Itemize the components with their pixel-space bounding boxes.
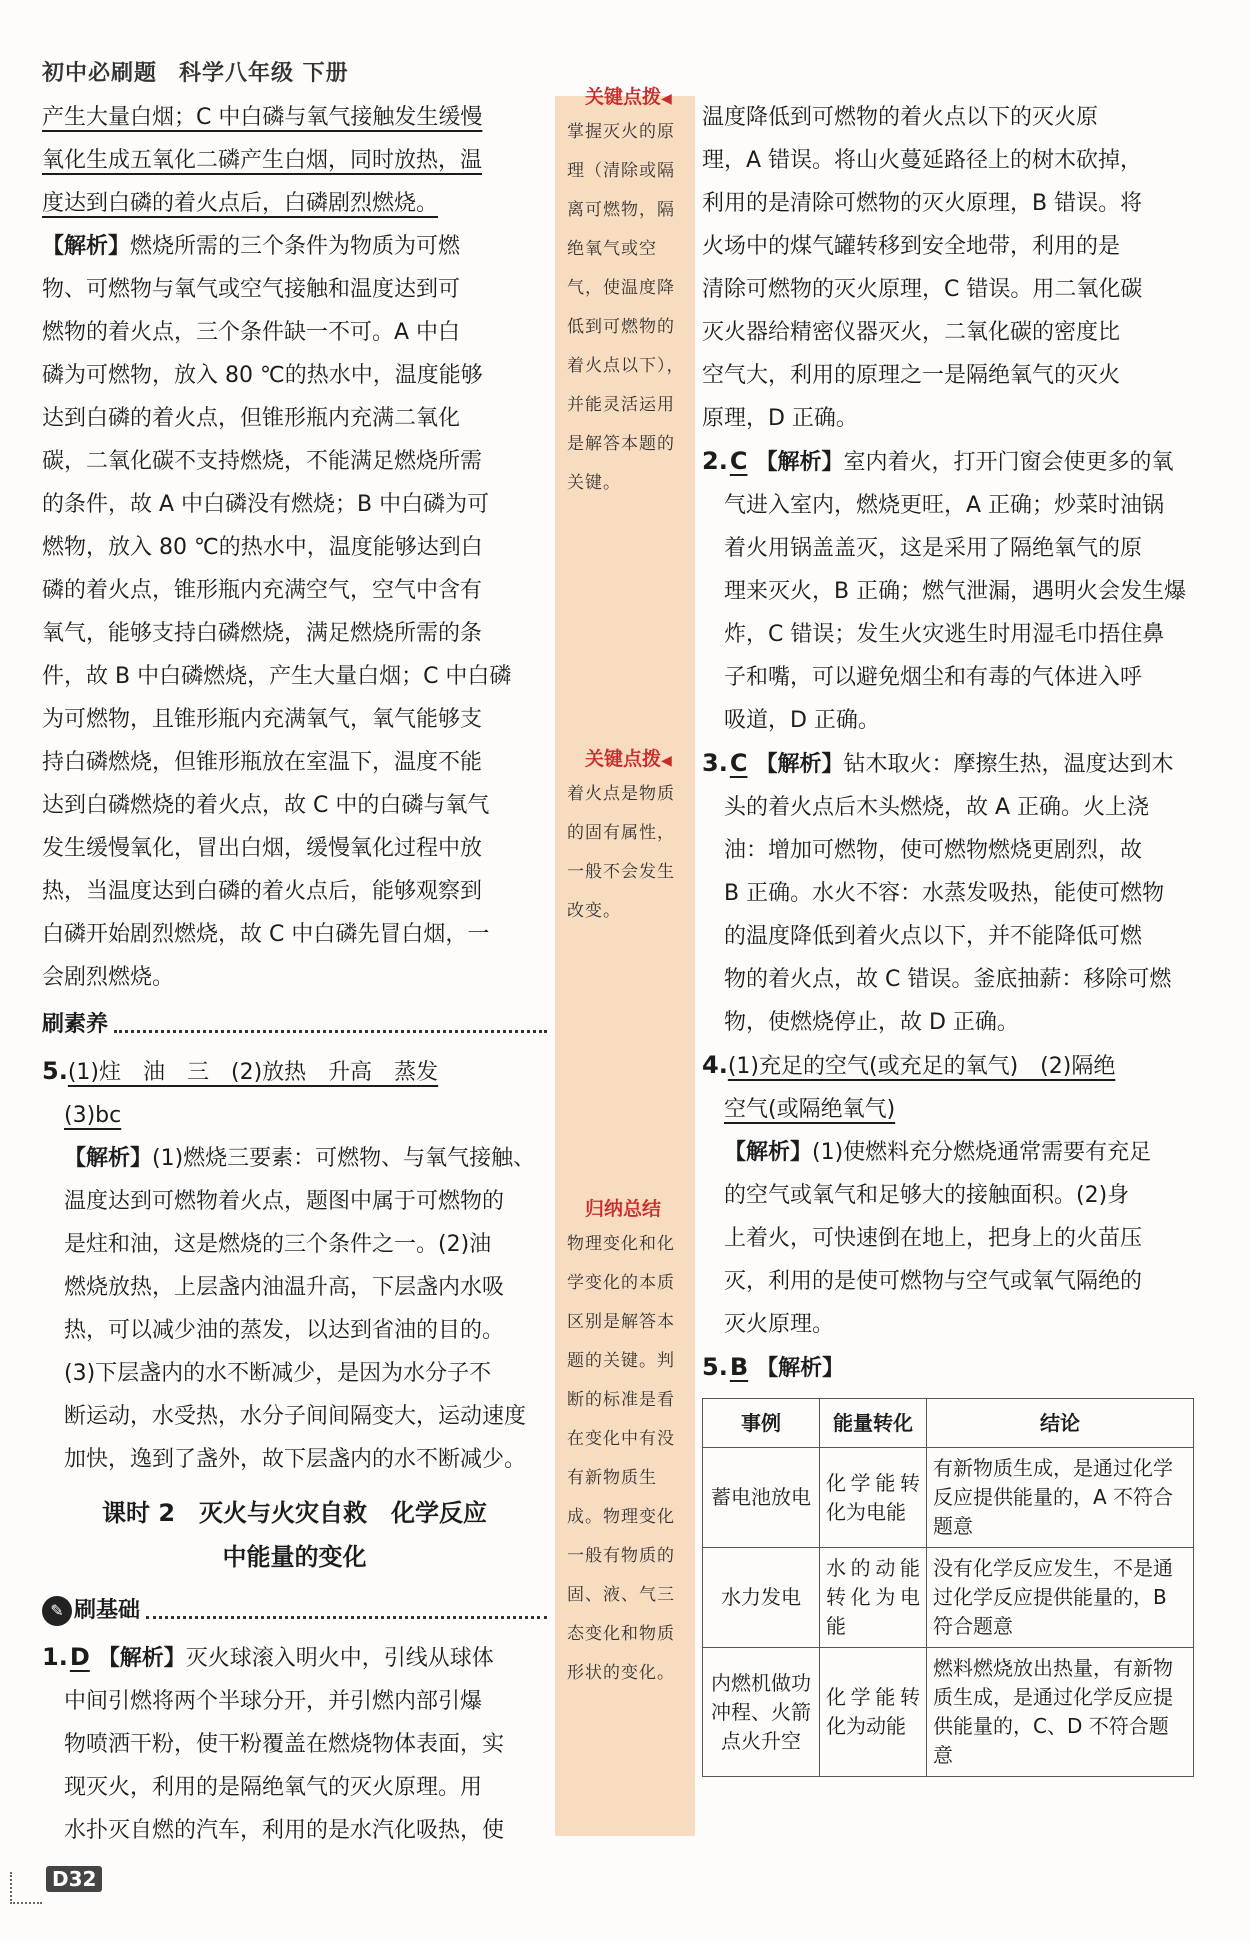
question-2-answer: 2.C 【解析】室内着火，打开门窗会使更多的氧 <box>702 447 1174 475</box>
note-key-tip-2: 关键点拨◀ 着火点是物质的固有属性，一般不会发生改变。 <box>567 748 675 921</box>
text-line: 热，可以减少油的蒸发，以达到省油的目的。 <box>64 1318 505 1343</box>
text-line: 清除可燃物的灭火原理，C 错误。用二氧化碳 <box>702 277 1143 302</box>
text-line: 的温度降低到着火点以下，并不能降低可燃 <box>724 924 1143 949</box>
lesson-title: 课时 2 灭火与火灾自救 化学反应 中能量的变化 <box>101 1499 488 1571</box>
question-5b-answer: 5.B 【解析】 <box>702 1353 845 1381</box>
table-cell: 没有化学反应发生，不是通过化学反应提供能量的，B 符合题意 <box>927 1548 1194 1648</box>
text-line: 灭，利用的是使可燃物与空气或氧气隔绝的 <box>724 1269 1143 1294</box>
energy-conversion-table <box>702 1398 1194 1777</box>
text-line: B 正确。水火不容：水蒸发吸热，能使可燃物 <box>724 881 1165 906</box>
text-line: 中间引燃将两个半球分开，并引燃内部引爆 <box>64 1689 483 1714</box>
arrow-left-icon: ◀ <box>661 91 672 107</box>
text-line: 磷为可燃物，放入 80 ℃的热水中，温度能够 <box>42 363 483 388</box>
text-line: 温度达到可燃物着火点，题图中属于可燃物的 <box>64 1189 505 1214</box>
text-line: 白磷开始剧烈燃烧，故 C 中白磷先冒白烟，一 <box>42 922 490 947</box>
table-cell: 水的动能转化为电能 <box>820 1548 927 1648</box>
page-header <box>42 56 371 87</box>
arrow-left-icon: ◀ <box>661 753 672 769</box>
analysis-tag: 【解析】 <box>42 234 131 259</box>
text-line: 持白磷燃烧，但锥形瓶放在室温下，温度不能 <box>42 750 483 775</box>
notes-sidebar <box>555 86 695 1836</box>
text-line: 物，使燃烧停止，故 D 正确。 <box>724 1010 1019 1035</box>
left-column: 产生大量白烟；C 中白磷与氧气接触发生缓慢 氧化生成五氧化二磷产生白烟，同时放热，温 度达到白磷的着火点后，白磷剧烈燃烧。 【解析】燃烧所需的三个条件为物质为可燃 物、可燃物与氧气或空气接触和温度达到可 燃物的着火点，三个条件缺一不可。A 中白 磷为可燃物，放入 80 ℃的热水中，温度能够 达到白磷的着火点，但锥形瓶内充满二氧化 碳，二氧化碳不支持燃烧，不能满足燃烧所需 的条件，故 A 中白磷没有燃烧；B 中白磷为可 燃物，放入 80 ℃的热水中，温度能够达到白 磷的着火点，锥形瓶内充满空气，空气中含有 氧气，能够支持白磷燃烧，满足燃烧所需的条 件，故 B 中白磷燃烧，产生大量白烟；C 中白磷 为可燃物，且锥形瓶内充满氧气，氧气能够支 持白磷燃烧，但锥形瓶放在室温下，温度不能 达到白磷燃烧的着火点，故 C 中的白磷与氧气 发生缓慢氧化，冒出白烟，缓慢氧化过程中放 热，当温度达到白磷的着火点后，能够观察到 白磷开始剧烈燃烧，故 C 中白磷先冒白烟，一 会剧烈燃烧。 刷素养 5.(1)炷 油 三 (2)放热 升高 蒸发 (3)bc 【解析】(1)燃烧三要素：可燃物、与氧气接触、 温度达到可燃物着火点，题图中属于可燃物的 是炷和油，这是燃烧的三个条件之一。(2)油 燃烧放热，上层盏内油温升高，下层盏内水吸 热，可以减少油的蒸发，以达到省油的目的。 (3)下层盏内的水不断减少，是因为水分子不 断运动，水受热，水分子间间隔变大，运动速度 加快，逸到了盏外，故下层盏内的水不断减少。 课时 2 灭火与火灾自救 化学反应 中能量的变化 ✎ 刷基础 1.D 【解析】灭火球滚入明火中，引线从球体 中间引燃将两个半球分开，并引燃内部引爆 物喷洒干粉，使干粉覆盖在燃烧物体表面，实 现灭火，利用的是隔绝氧气的灭火原理。用 水扑灭自燃的汽车，利用的是水汽化吸热，使 <box>42 96 547 1852</box>
analysis-lines <box>42 268 547 999</box>
text-line: 磷的着火点，锥形瓶内充满空气，空气中含有 <box>42 578 483 603</box>
text-line: 达到白磷的着火点，但锥形瓶内充满二氧化 <box>42 406 461 431</box>
text-line: 件，故 B 中白磷燃烧，产生大量白烟；C 中白磷 <box>42 664 512 689</box>
question-1-analysis-continued <box>702 96 1207 440</box>
table-cell: 化学能转化为电能 <box>820 1448 927 1548</box>
text-line: 燃物，放入 80 ℃的热水中，温度能够达到白 <box>42 535 483 560</box>
text-line: 利用的是清除可燃物的灭火原理，B 错误。将 <box>702 191 1143 216</box>
text-line: 燃烧放热，上层盏内油温升高，下层盏内水吸 <box>64 1275 505 1300</box>
note-key-tip-1: 关键点拨◀ 掌握灭火的原理（清除或隔离可燃物，隔绝氧气或空气，使温度降低到可燃物的着火点以下），并能灵活运用是解答本题的关键。 <box>567 86 685 493</box>
text-line: 热，当温度达到白磷的着火点后，能够观察到 <box>42 879 483 904</box>
analysis-paragraph: 【解析】燃烧所需的三个条件为物质为可燃 <box>42 234 461 259</box>
text-line: 水扑灭自燃的汽车，利用的是水汽化吸热，使 <box>64 1818 505 1843</box>
answer-continued <box>42 96 547 225</box>
text-line: 理，A 错误。将山火蔓延路径上的树木砍掉， <box>702 148 1143 173</box>
section-heading-suyang: 刷素养 <box>42 1003 547 1046</box>
text-line: 炸，C 错误；发生火灾逃生时用湿毛巾捂住鼻 <box>724 622 1165 647</box>
table-cell: 内燃机做功冲程、火箭点火升空 <box>703 1648 820 1777</box>
text-line: 会剧烈燃烧。 <box>42 965 175 990</box>
text-line: 现灭火，利用的是隔绝氧气的灭火原理。用 <box>64 1775 483 1800</box>
table-cell: 有新物质生成，是通过化学反应提供能量的，A 不符合题意 <box>927 1448 1194 1548</box>
text-line: 加快，逸到了盏外，故下层盏内的水不断减少。 <box>64 1447 527 1472</box>
table-cell: 水力发电 <box>703 1548 820 1648</box>
table-header: 事例 <box>703 1399 820 1448</box>
table-row <box>703 1548 1194 1648</box>
table-row <box>703 1648 1194 1777</box>
pencil-icon: ✎ <box>42 1596 72 1626</box>
text-line: 氧气，能够支持白磷燃烧，满足燃烧所需的条 <box>42 621 483 646</box>
text-line: 发生缓慢氧化，冒出白烟，缓慢氧化过程中放 <box>42 836 483 861</box>
text-line: 碳，二氧化碳不支持燃烧，不能满足燃烧所需 <box>42 449 483 474</box>
table-row <box>703 1448 1194 1548</box>
text-line: (3)下层盏内的水不断减少，是因为水分子不 <box>64 1361 492 1386</box>
question-5-analysis: 【解析】(1)燃烧三要素：可燃物、与氧气接触、 <box>64 1146 536 1171</box>
text-line: 气进入室内，燃烧更旺，A 正确；炒菜时油锅 <box>724 493 1165 518</box>
question-3-answer: 3.C 【解析】钻木取火：摩擦生热，温度达到木 <box>702 749 1174 777</box>
text-line: 断运动，水受热，水分子间间隔变大，运动速度 <box>64 1404 527 1429</box>
text-line: 子和嘴，可以避免烟尘和有毒的气体进入呼 <box>724 665 1143 690</box>
question-1-answer: 1.D 【解析】灭火球滚入明火中，引线从球体 <box>42 1643 494 1671</box>
text-line: 理来灭火，B 正确；燃气泄漏，遇明火会发生爆 <box>724 579 1187 604</box>
text-line: 是炷和油，这是燃烧的三个条件之一。(2)油 <box>64 1232 492 1257</box>
text-line: 上着火，可快速倒在地上，把身上的火苗压 <box>724 1226 1143 1251</box>
text-line: 氧化生成五氧化二磷产生白烟，同时放热，温 <box>42 148 483 173</box>
section-heading-jichu: ✎ 刷基础 <box>42 1589 547 1632</box>
corner-decoration <box>10 1872 42 1904</box>
text-line: 吸道，D 正确。 <box>724 708 880 733</box>
text-line: 的条件，故 A 中白磷没有燃烧；B 中白磷为可 <box>42 492 490 517</box>
table-header: 能量转化 <box>820 1399 927 1448</box>
text-line: 为可燃物，且锥形瓶内充满氧气，氧气能够支 <box>42 707 483 732</box>
table-cell: 化学能转化为动能 <box>820 1648 927 1777</box>
text-line: 原理，D 正确。 <box>702 406 858 431</box>
right-column: 温度降低到可燃物的着火点以下的灭火原 理，A 错误。将山火蔓延路径上的树木砍掉， 利用的是清除可燃物的灭火原理，B 错误。将 火场中的煤气罐转移到安全地带，利用的是 清除可燃物的灭火原理，C 错误。用二氧化碳 灭火器给精密仪器灭火，二氧化碳的密度比 空气大，利用的原理之一是隔绝氧气的灭火 原理，D 正确。 2.C 【解析】室内着火，打开门窗会使更多的氧 气进入室内，燃烧更旺，A 正确；炒菜时油锅 着火用锅盖盖灭，这是采用了隔绝氧气的原 理来灭火，B 正确；燃气泄漏，遇明火会发生爆 炸，C 错误；发生火灾逃生时用湿毛巾捂住鼻 子和嘴，可以避免烟尘和有毒的气体进入呼 吸道，D 正确。 3.C 【解析】钻木取火：摩擦生热，温度达到木 头的着火点后木头燃烧，故 A 正确。火上浇 油：增加可燃物，使可燃物燃烧更剧烈，故 B 正确。水火不容：水蒸发吸热，能使可燃物 的温度降低到着火点以下，并不能降低可燃 物的着火点，故 C 错误。釜底抽薪：移除可燃 物，使燃烧停止，故 D 正确。 4.(1)充足的空气(或充足的氧气) (2)隔绝 空气(或隔绝氧气) 【解析】(1)使燃料充分燃烧通常需要有充足 的空气或氧气和足够大的接触面积。(2)身 上着火，可快速倒在地上，把身上的火苗压 灭，利用的是使可燃物与空气或氧气隔绝的 灭火原理。 5.B 【解析】 事例 能量转化 结论 蓄电池放电 化学能转化为电能 有新物质生成，是通过化学反应提供能量的，A 不符合题意 水力发电 水的动能转化为电能 没有化学反应发生，不是通过化学反应提供能量的，B 符合题意 内燃机做功冲程、火箭点火升空 化学能转化为动能 燃料燃烧放出热量，有新物质生成，是通过化学反应提供能量的，C、D 不符合题意 <box>702 96 1207 1777</box>
text-line: 物喷洒干粉，使干粉覆盖在燃烧物体表面，实 <box>64 1732 505 1757</box>
text-line: 着火用锅盖盖灭，这是采用了隔绝氧气的原 <box>724 536 1143 561</box>
text-line: 油：增加可燃物，使可燃物燃烧更剧烈，故 <box>724 838 1143 863</box>
table-cell: 蓄电池放电 <box>703 1448 820 1548</box>
text-line: 物、可燃物与氧气或空气接触和温度达到可 <box>42 277 461 302</box>
text-line: 燃物的着火点，三个条件缺一不可。A 中白 <box>42 320 461 345</box>
book-title: 初中必刷题 <box>42 61 158 86</box>
text-line: 温度降低到可燃物的着火点以下的灭火原 <box>702 105 1099 130</box>
text-line: 头的着火点后木头燃烧，故 A 正确。火上浇 <box>724 795 1150 820</box>
text-line: 空气大，利用的原理之一是隔绝氧气的灭火 <box>702 363 1121 388</box>
table-cell: 燃料燃烧放出热量，有新物质生成，是通过化学反应提供能量的，C、D 不符合题意 <box>927 1648 1194 1777</box>
text-line: 度达到白磷的着火点后，白磷剧烈燃烧。 <box>42 191 439 216</box>
question-5-answer: 5.(1)炷 油 三 (2)放热 升高 蒸发 <box>42 1057 439 1085</box>
text-line: 产生大量白烟；C 中白磷与氧气接触发生缓慢 <box>42 105 483 130</box>
text-line: 灭火器给精密仪器灭火，二氧化碳的密度比 <box>702 320 1121 345</box>
text-line: 灭火原理。 <box>724 1312 835 1337</box>
question-4-answer: 4.(1)充足的空气(或充足的氧气) (2)隔绝 <box>702 1051 1116 1079</box>
text-line: 达到白磷燃烧的着火点，故 C 中的白磷与氧气 <box>42 793 490 818</box>
text-line: 物的着火点，故 C 错误。釜底抽薪：移除可燃 <box>724 967 1172 992</box>
table-header-row <box>703 1399 1194 1448</box>
table-header: 结论 <box>927 1399 1194 1448</box>
question-4-analysis: 【解析】(1)使燃料充分燃烧通常需要有充足 <box>724 1140 1152 1165</box>
note-summary: 归纳总结 物理变化和化学变化的本质区别是解答本题的关键。判断的标准是看在变化中有没有新物质生成。物理变化一般有物质的固、液、气三态变化和物质形状的变化。 <box>567 1198 675 1683</box>
page-number: D32 <box>46 1866 102 1892</box>
text-line: 火场中的煤气罐转移到安全地带，利用的是 <box>702 234 1121 259</box>
text-line: 的空气或氧气和足够大的接触面积。(2)身 <box>724 1183 1130 1208</box>
subject-title: 科学八年级 下册 <box>179 61 349 86</box>
